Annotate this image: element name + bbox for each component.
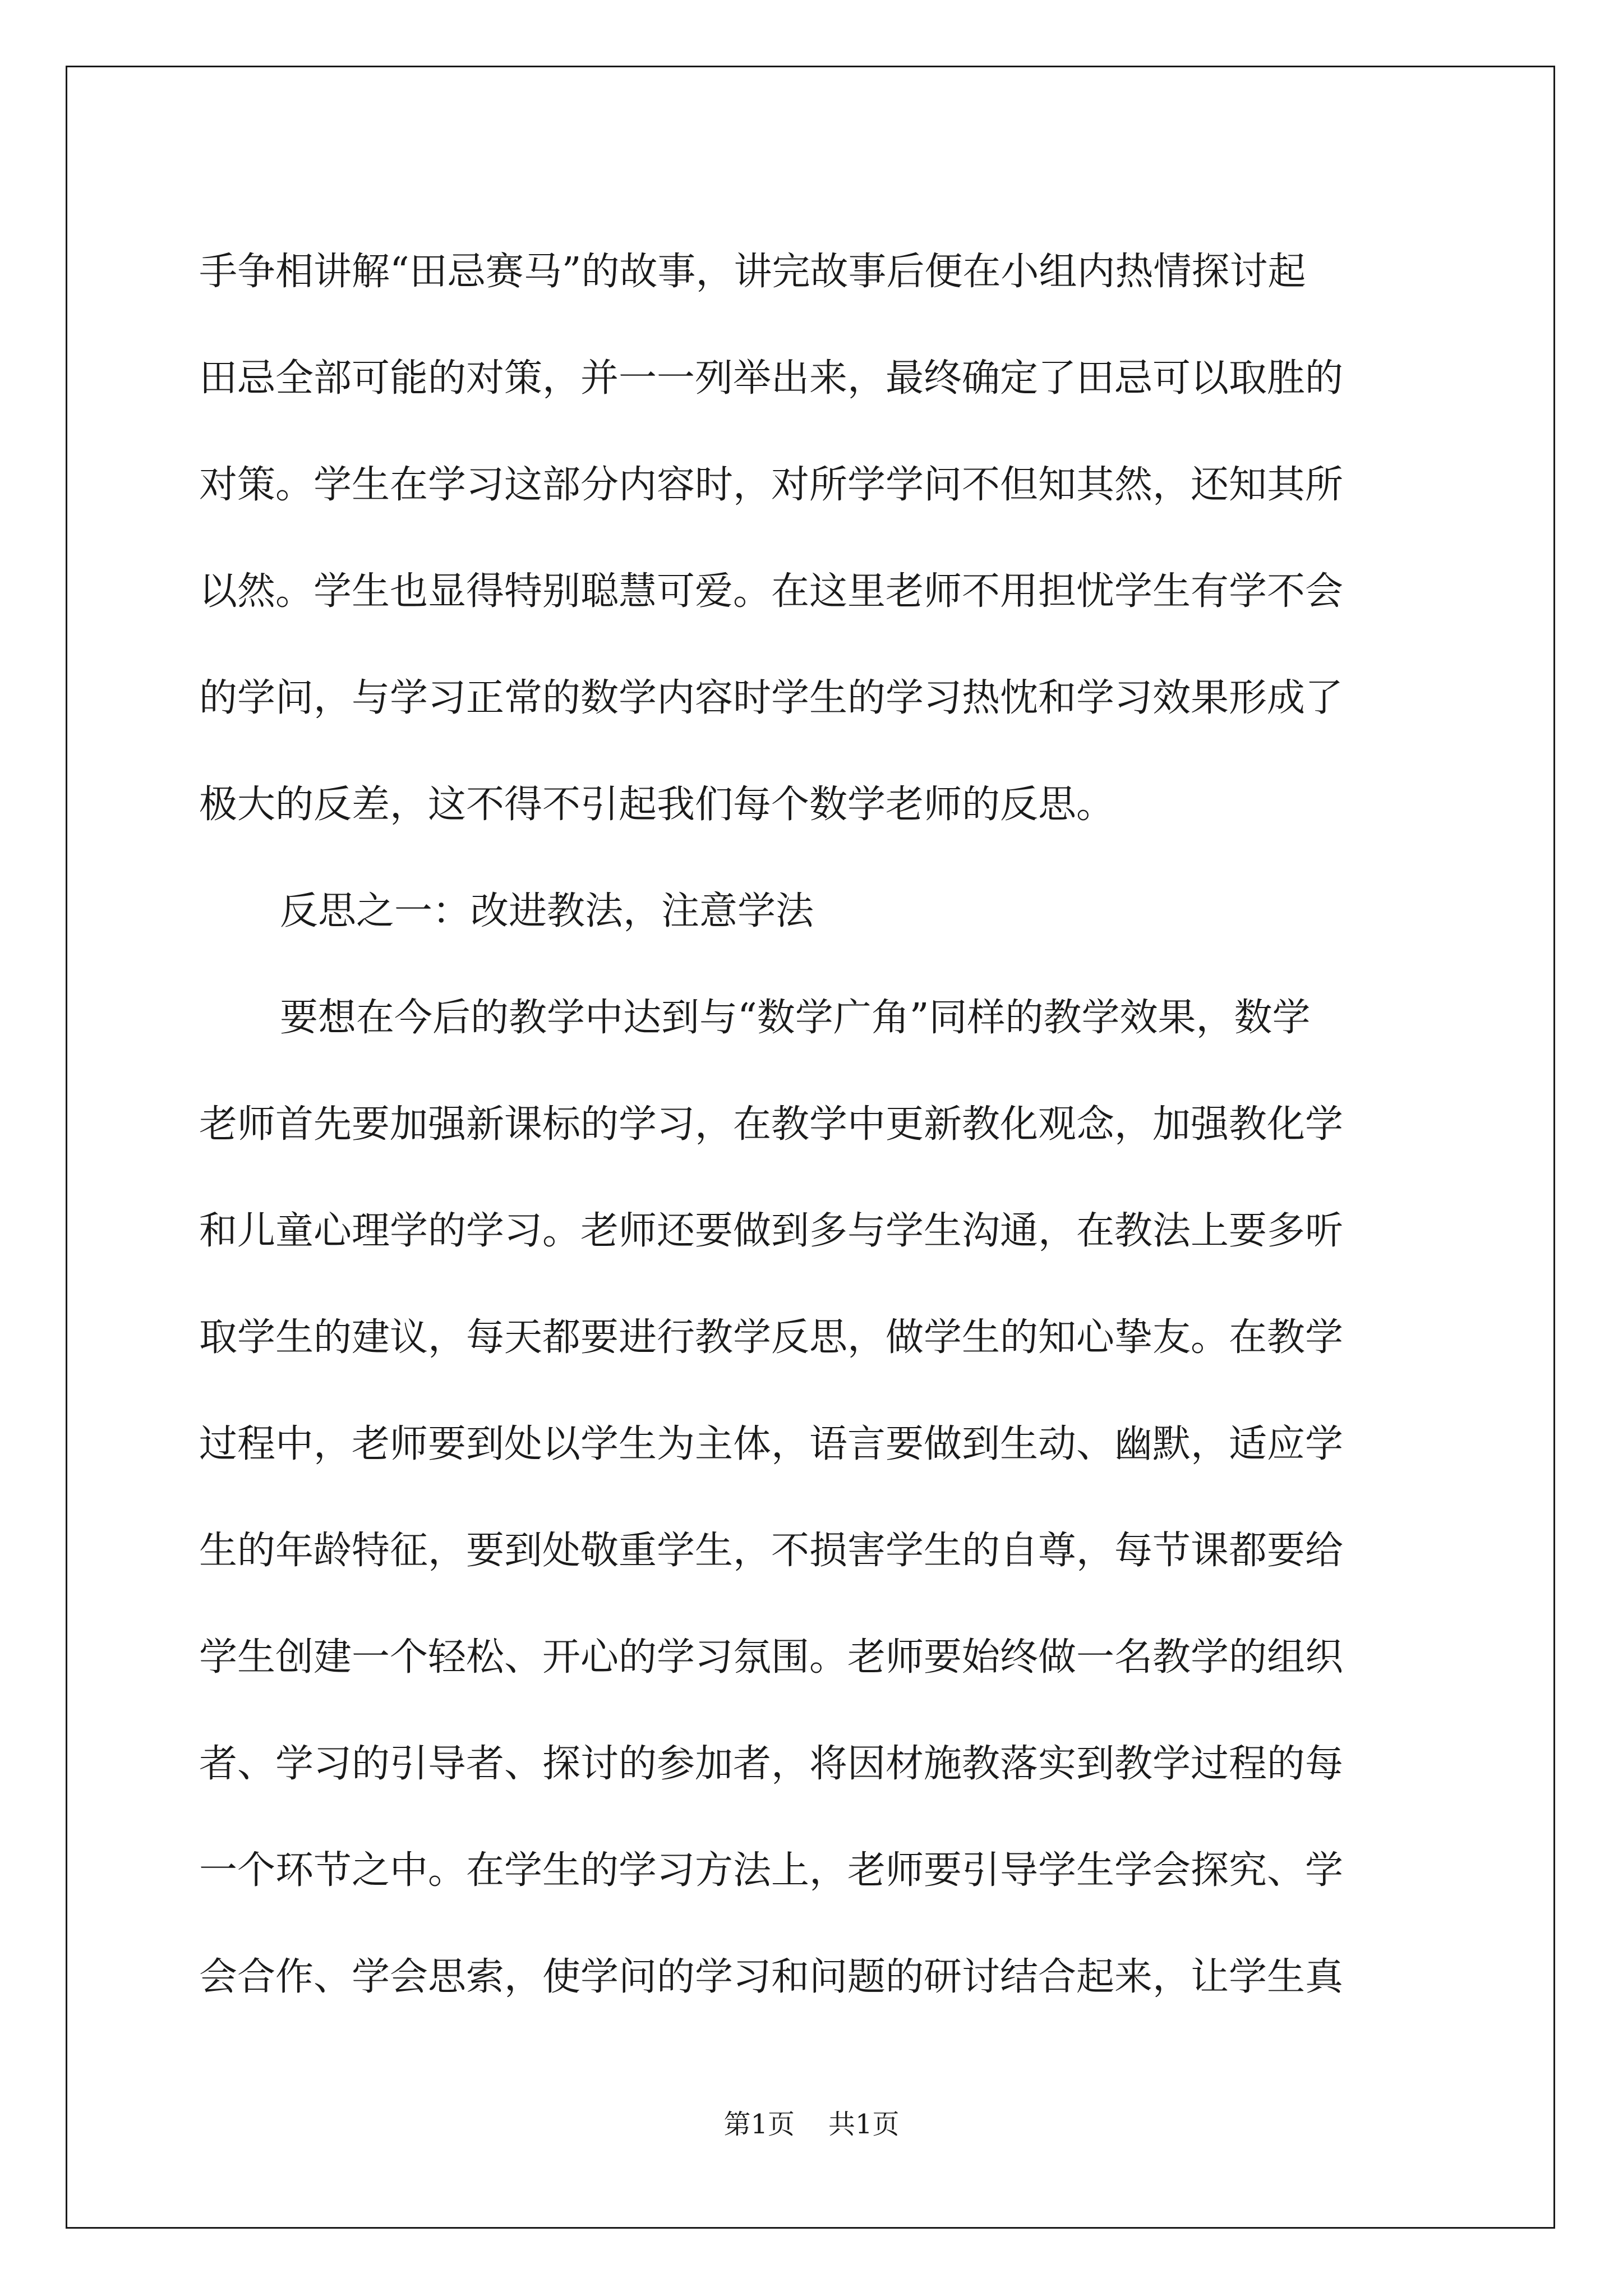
text-line-8: 要想在今后的教学中达到与“数学广角”同样的教学效果，数学: [280, 996, 1311, 1040]
text-line-15: 者、学习的引导者、探讨的参加者，将因材施教落实到教学过程的每: [199, 1742, 1344, 1786]
text-line-14: 学生创建一个轻松、开心的学习氛围。老师要始终做一名教学的组织: [199, 1635, 1344, 1680]
text-line-4: 以然。学生也显得特别聪慧可爱。在这里老师不用担忧学生有学不会: [199, 569, 1344, 614]
document-body: [199, 219, 1438, 2031]
text-line-3: 对策。学生在学习这部分内容时，对所学学问不但知其然，还知其所: [199, 463, 1344, 507]
page-total: 共1页: [828, 2109, 900, 2140]
text-line-11: 取学生的建议，每天都要进行教学反思，做学生的知心挚友。在教学: [199, 1315, 1344, 1360]
text-line-6: 极大的反差，这不得不引起我们每个数学老师的反思。: [199, 783, 1115, 827]
text-line-16: 一个环节之中。在学生的学习方法上，老师要引导学生学会探究、学: [199, 1848, 1344, 1893]
text-line-10: 和儿童心理学的学习。老师还要做到多与学生沟通，在教法上要多听: [199, 1209, 1344, 1253]
page-footer: [0, 2102, 1623, 2141]
text-line-13: 生的年龄特征，要到处敬重学生，不损害学生的自尊，每节课都要给: [199, 1529, 1344, 1573]
text-line-9: 老师首先要加强新课标的学习，在教学中更新教化观念，加强教化学: [199, 1102, 1344, 1147]
section-heading: 反思之一：改进教法，注意学法: [280, 889, 814, 933]
text-line-1: 手争相讲解“田忌赛马”的故事，讲完故事后便在小组内热情探讨起: [199, 250, 1306, 294]
text-line-2: 田忌全部可能的对策，并一一列举出来，最终确定了田忌可以取胜的: [199, 356, 1344, 401]
text-line-12: 过程中，老师要到处以学生为主体，语言要做到生动、幽默，适应学: [199, 1422, 1344, 1466]
text-line-5: 的学问，与学习正常的数学内容时学生的学习热忱和学习效果形成了: [199, 676, 1344, 720]
text-line-17: 会合作、学会思索，使学问的学习和问题的研讨结合起来，让学生真: [199, 1955, 1344, 1999]
page-number: 第1页: [723, 2109, 795, 2140]
